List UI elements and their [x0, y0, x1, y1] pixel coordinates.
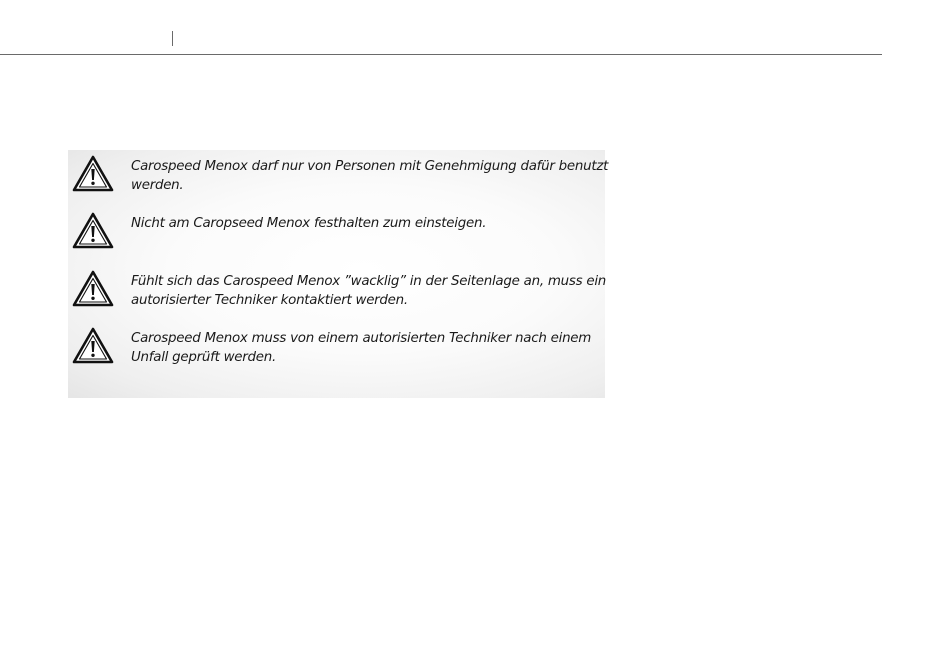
header-divider-tick	[172, 31, 173, 46]
warning-text: Carospeed Menox darf nur von Personen mit Genehmigung dafür benutzt werden.	[131, 159, 609, 193]
header-rule	[0, 54, 882, 55]
warning-triangle-icon	[72, 155, 114, 193]
warning-text: Fühlt sich das Carospeed Menox ”wacklig” in der Seitenlage an, muss ein autorisierter Techniker kontaktiert werden.	[131, 274, 607, 308]
warning-box	[68, 150, 609, 398]
warning-text: Nicht am Caropseed Menox festhalten zum einsteigen.	[131, 216, 487, 231]
warning-triangle-icon	[72, 327, 114, 365]
warning-triangle-icon	[72, 212, 114, 250]
warning-text: Carospeed Menox muss von einem autorisierten Techniker nach einem Unfall geprüft werden.	[131, 331, 592, 365]
warning-triangle-icon	[72, 270, 114, 308]
